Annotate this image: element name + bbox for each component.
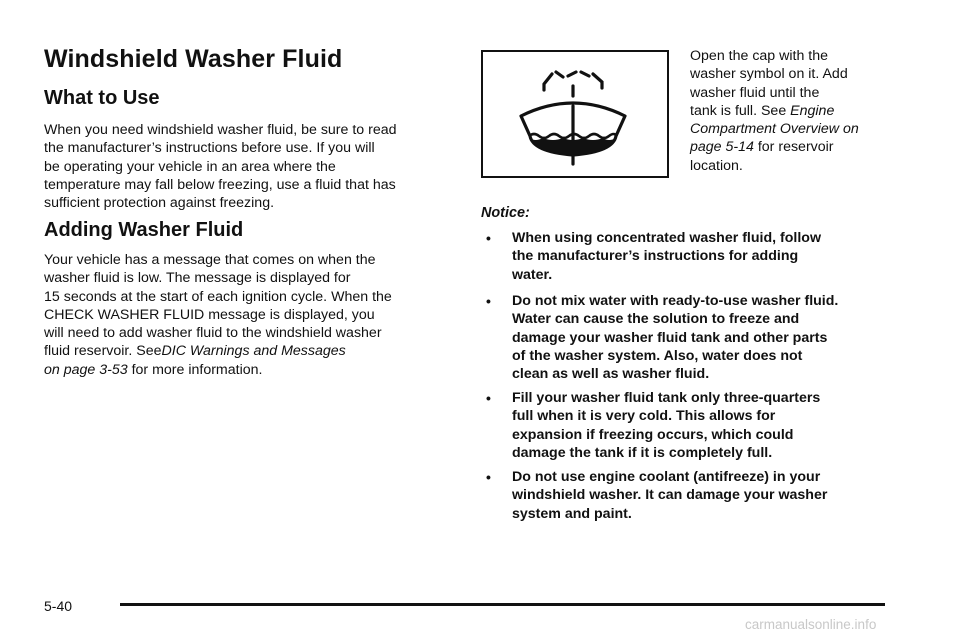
engine-compartment-reference-link[interactable]: Compartment Overview on [690, 121, 859, 138]
paragraph-line: be operating your vehicle in an area where the [44, 158, 336, 175]
paragraph-line: Open the cap with the [690, 48, 829, 64]
bullet-point: • [486, 390, 491, 406]
paragraph-text: fluid reservoir. See [44, 343, 162, 360]
paragraph-line: washer fluid is low. The message is displayed for [44, 270, 351, 287]
paragraph-line [44, 361, 392, 379]
watermark-text: carmanualsonline.info [745, 617, 877, 632]
page-number: 5-40 [44, 598, 73, 614]
bullet-line: expansion if freezing occurs, which could [512, 426, 794, 443]
bullet-line: Fill your washer fluid tank only three-quarters [512, 390, 821, 406]
paragraph-line: the manufacturer’s instructions before use. If you will [44, 140, 375, 157]
notice-label: Notice: [481, 205, 530, 221]
bullet-line: damage the tank if it is completely full. [512, 444, 773, 461]
engine-compartment-page-reference-link[interactable]: page 5-14 [690, 139, 754, 156]
bullet-line: full when it is very cold. This allows for [512, 408, 776, 425]
bullet-point: • [486, 230, 491, 246]
paragraph-line [44, 342, 392, 360]
bullet-line: water. [512, 266, 553, 283]
paragraph-line: washer fluid until the [690, 84, 820, 101]
bullet-line: damage your washer fluid tank and other parts [512, 329, 828, 346]
paragraph-line: Your vehicle has a message that comes on when the [44, 252, 376, 268]
dic-warnings-page-reference-link[interactable]: on page 3-53 [44, 361, 128, 378]
paragraph-text: tank is full. See [690, 102, 791, 119]
page-title: Windshield Washer Fluid [44, 45, 343, 73]
adding-washer-fluid-paragraph [44, 251, 392, 379]
what-to-use-paragraph [44, 121, 397, 212]
paragraph-line: CHECK WASHER FLUID message is displayed, you [44, 306, 375, 323]
paragraph-line [690, 138, 859, 156]
section-heading-adding-washer-fluid: Adding Washer Fluid [44, 219, 244, 241]
paragraph-line: washer symbol on it. Add [690, 66, 848, 83]
paragraph-text: for reservoir [753, 139, 834, 156]
paragraph-line: temperature may fall below freezing, use a fluid that has [44, 176, 396, 193]
bullet-point: • [486, 293, 491, 309]
notice-bullet-item [486, 229, 906, 289]
notice-bullet-item [486, 389, 906, 467]
bullet-line: the manufacturer’s instructions for adding [512, 248, 799, 265]
bullet-line: windshield washer. It can damage your washer [512, 487, 828, 504]
notice-bullet-item [486, 468, 906, 528]
footer-rule [120, 603, 885, 606]
notice-bullet-item [486, 292, 906, 388]
paragraph-line [690, 102, 859, 120]
engine-compartment-reference-link[interactable]: Engine [790, 102, 835, 119]
bullet-line: system and paint. [512, 505, 632, 522]
washer-cap-instructions [690, 47, 859, 175]
windshield-washer-symbol-icon [483, 52, 667, 176]
bullet-line: When using concentrated washer fluid, follow [512, 230, 821, 246]
paragraph-line [690, 120, 859, 138]
paragraph-line: 15 seconds at the start of each ignition cycle. When the [44, 288, 392, 305]
dic-warnings-reference-link[interactable]: DIC Warnings and Messages [161, 343, 346, 360]
bullet-line: clean as well as washer fluid. [512, 366, 710, 383]
bullet-line: Water can cause the solution to freeze and [512, 311, 800, 328]
paragraph-line: will need to add washer fluid to the windshield washer [44, 325, 382, 342]
paragraph-line: When you need windshield washer fluid, be sure to read [44, 122, 397, 138]
bullet-line: Do not use engine coolant (antifreeze) in your [512, 469, 821, 485]
washer-symbol-figure [481, 50, 669, 178]
bullet-line: Do not mix water with ready-to-use washer fluid. [512, 293, 839, 309]
paragraph-line: location. [690, 157, 743, 174]
paragraph-text: for more information. [127, 361, 263, 378]
bullet-point: • [486, 469, 491, 485]
paragraph-line: sufficient protection against freezing. [44, 195, 275, 212]
section-heading-what-to-use: What to Use [44, 87, 160, 109]
bullet-line: of the washer system. Also, water does not [512, 347, 803, 364]
